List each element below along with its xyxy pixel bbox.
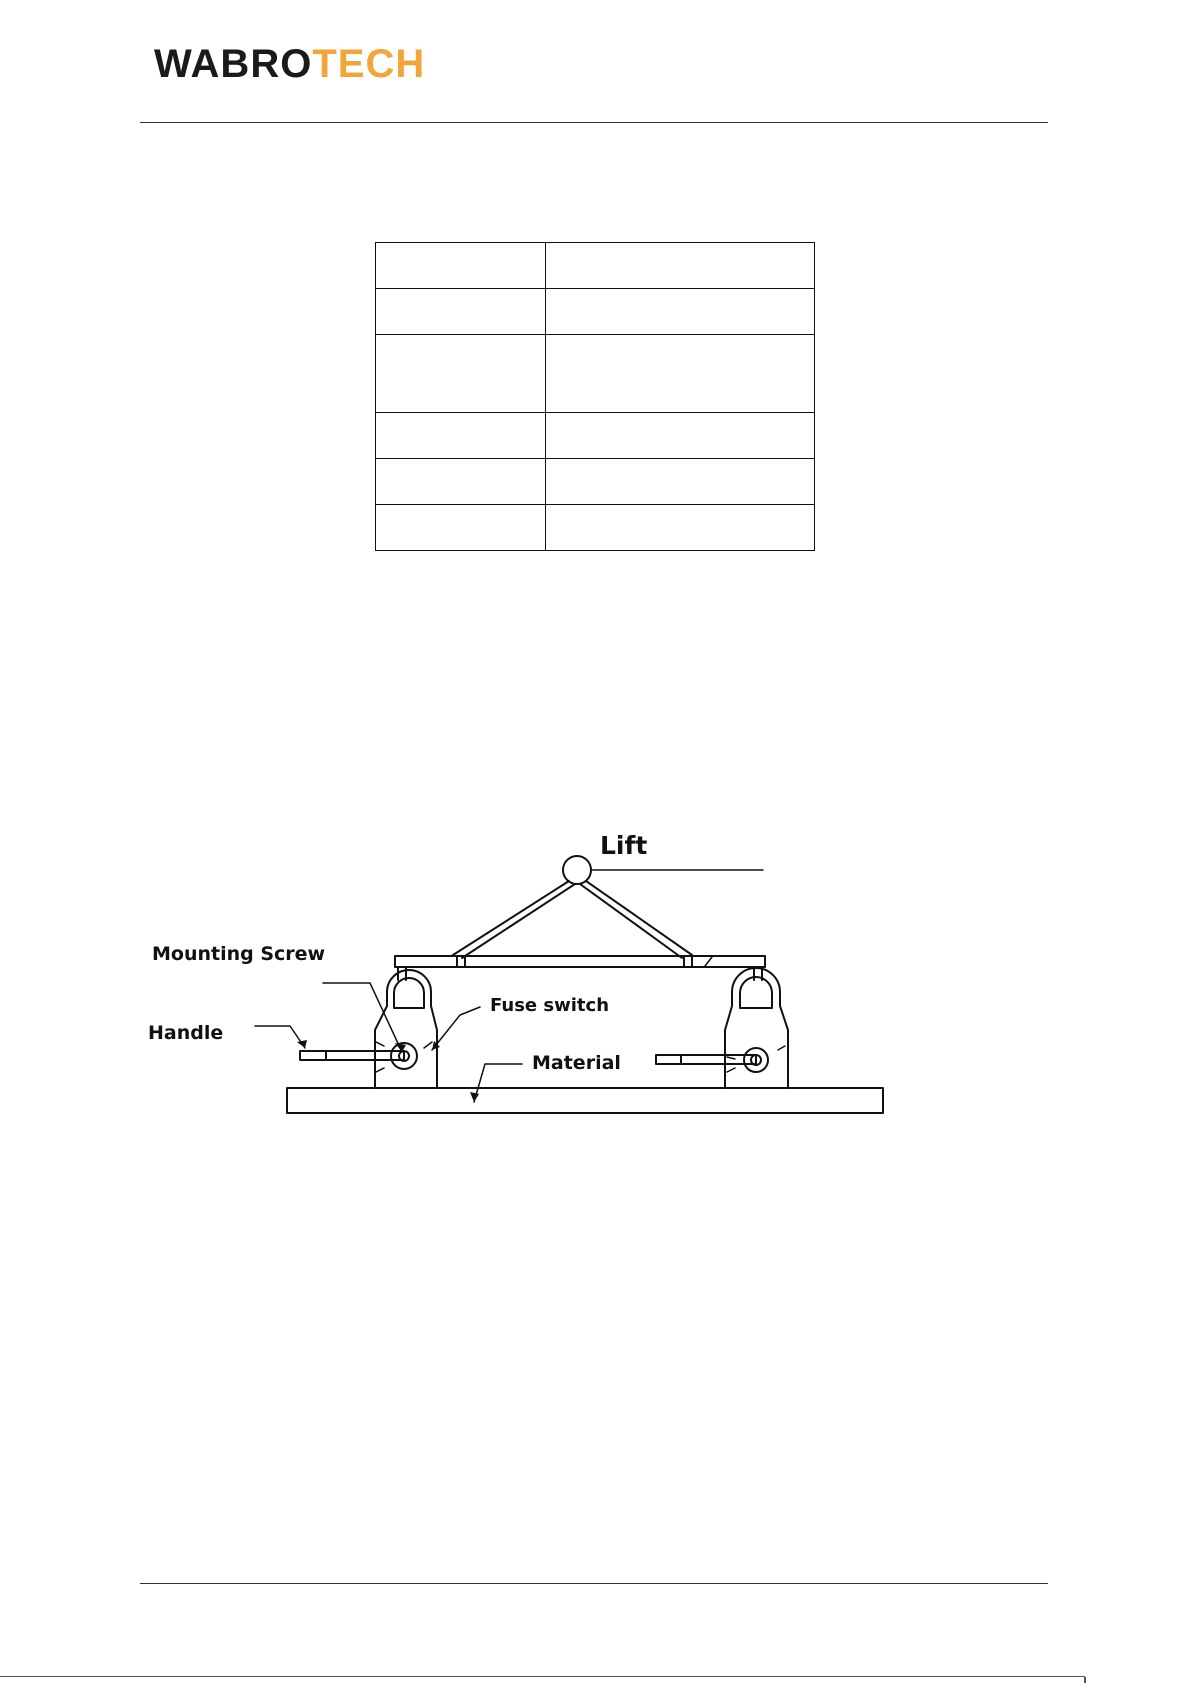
header-divider [140,122,1048,123]
table-row [376,413,815,459]
table-row [376,289,815,335]
table-cell [376,335,546,413]
table-cell [546,335,815,413]
page-edge-tick [1084,1677,1086,1683]
material-leader [474,1064,522,1102]
table-cell [376,289,546,335]
lift-ring [563,856,591,884]
footer-divider [140,1583,1048,1584]
table-cell [546,505,815,551]
left-magnet [300,970,437,1088]
table-row [376,459,815,505]
handle-leader [255,1026,305,1048]
table-cell [376,243,546,289]
spec-table [375,242,815,551]
left-handle [300,1051,404,1060]
logo-text-tech: TECH [312,42,426,86]
table-cell [546,459,815,505]
fuse-switch-label: Fuse switch [490,995,610,1016]
table-cell [376,459,546,505]
table-row [376,505,815,551]
table-cell [546,289,815,335]
mounting-screw-leader [323,983,402,1052]
table-row [376,335,815,413]
lift-label: Lift [600,831,648,860]
fuse-switch-leader [432,1007,480,1050]
table-row [376,243,815,289]
company-logo [154,40,425,88]
lifting-magnet-diagram [140,810,900,1130]
logo-text-wabro: WABRO [154,42,313,86]
spreader-beam [395,956,765,967]
right-handle [656,1055,756,1064]
material-label: Material [532,1052,621,1074]
table-cell [546,243,815,289]
table-cell [376,413,546,459]
table-cell [376,505,546,551]
page-edge-line [0,1676,1085,1677]
table-cell [546,413,815,459]
material-plate [287,1088,883,1113]
handle-label: Handle [148,1022,224,1044]
mounting-screw-label: Mounting Screw [152,943,326,965]
right-magnet [656,968,788,1088]
